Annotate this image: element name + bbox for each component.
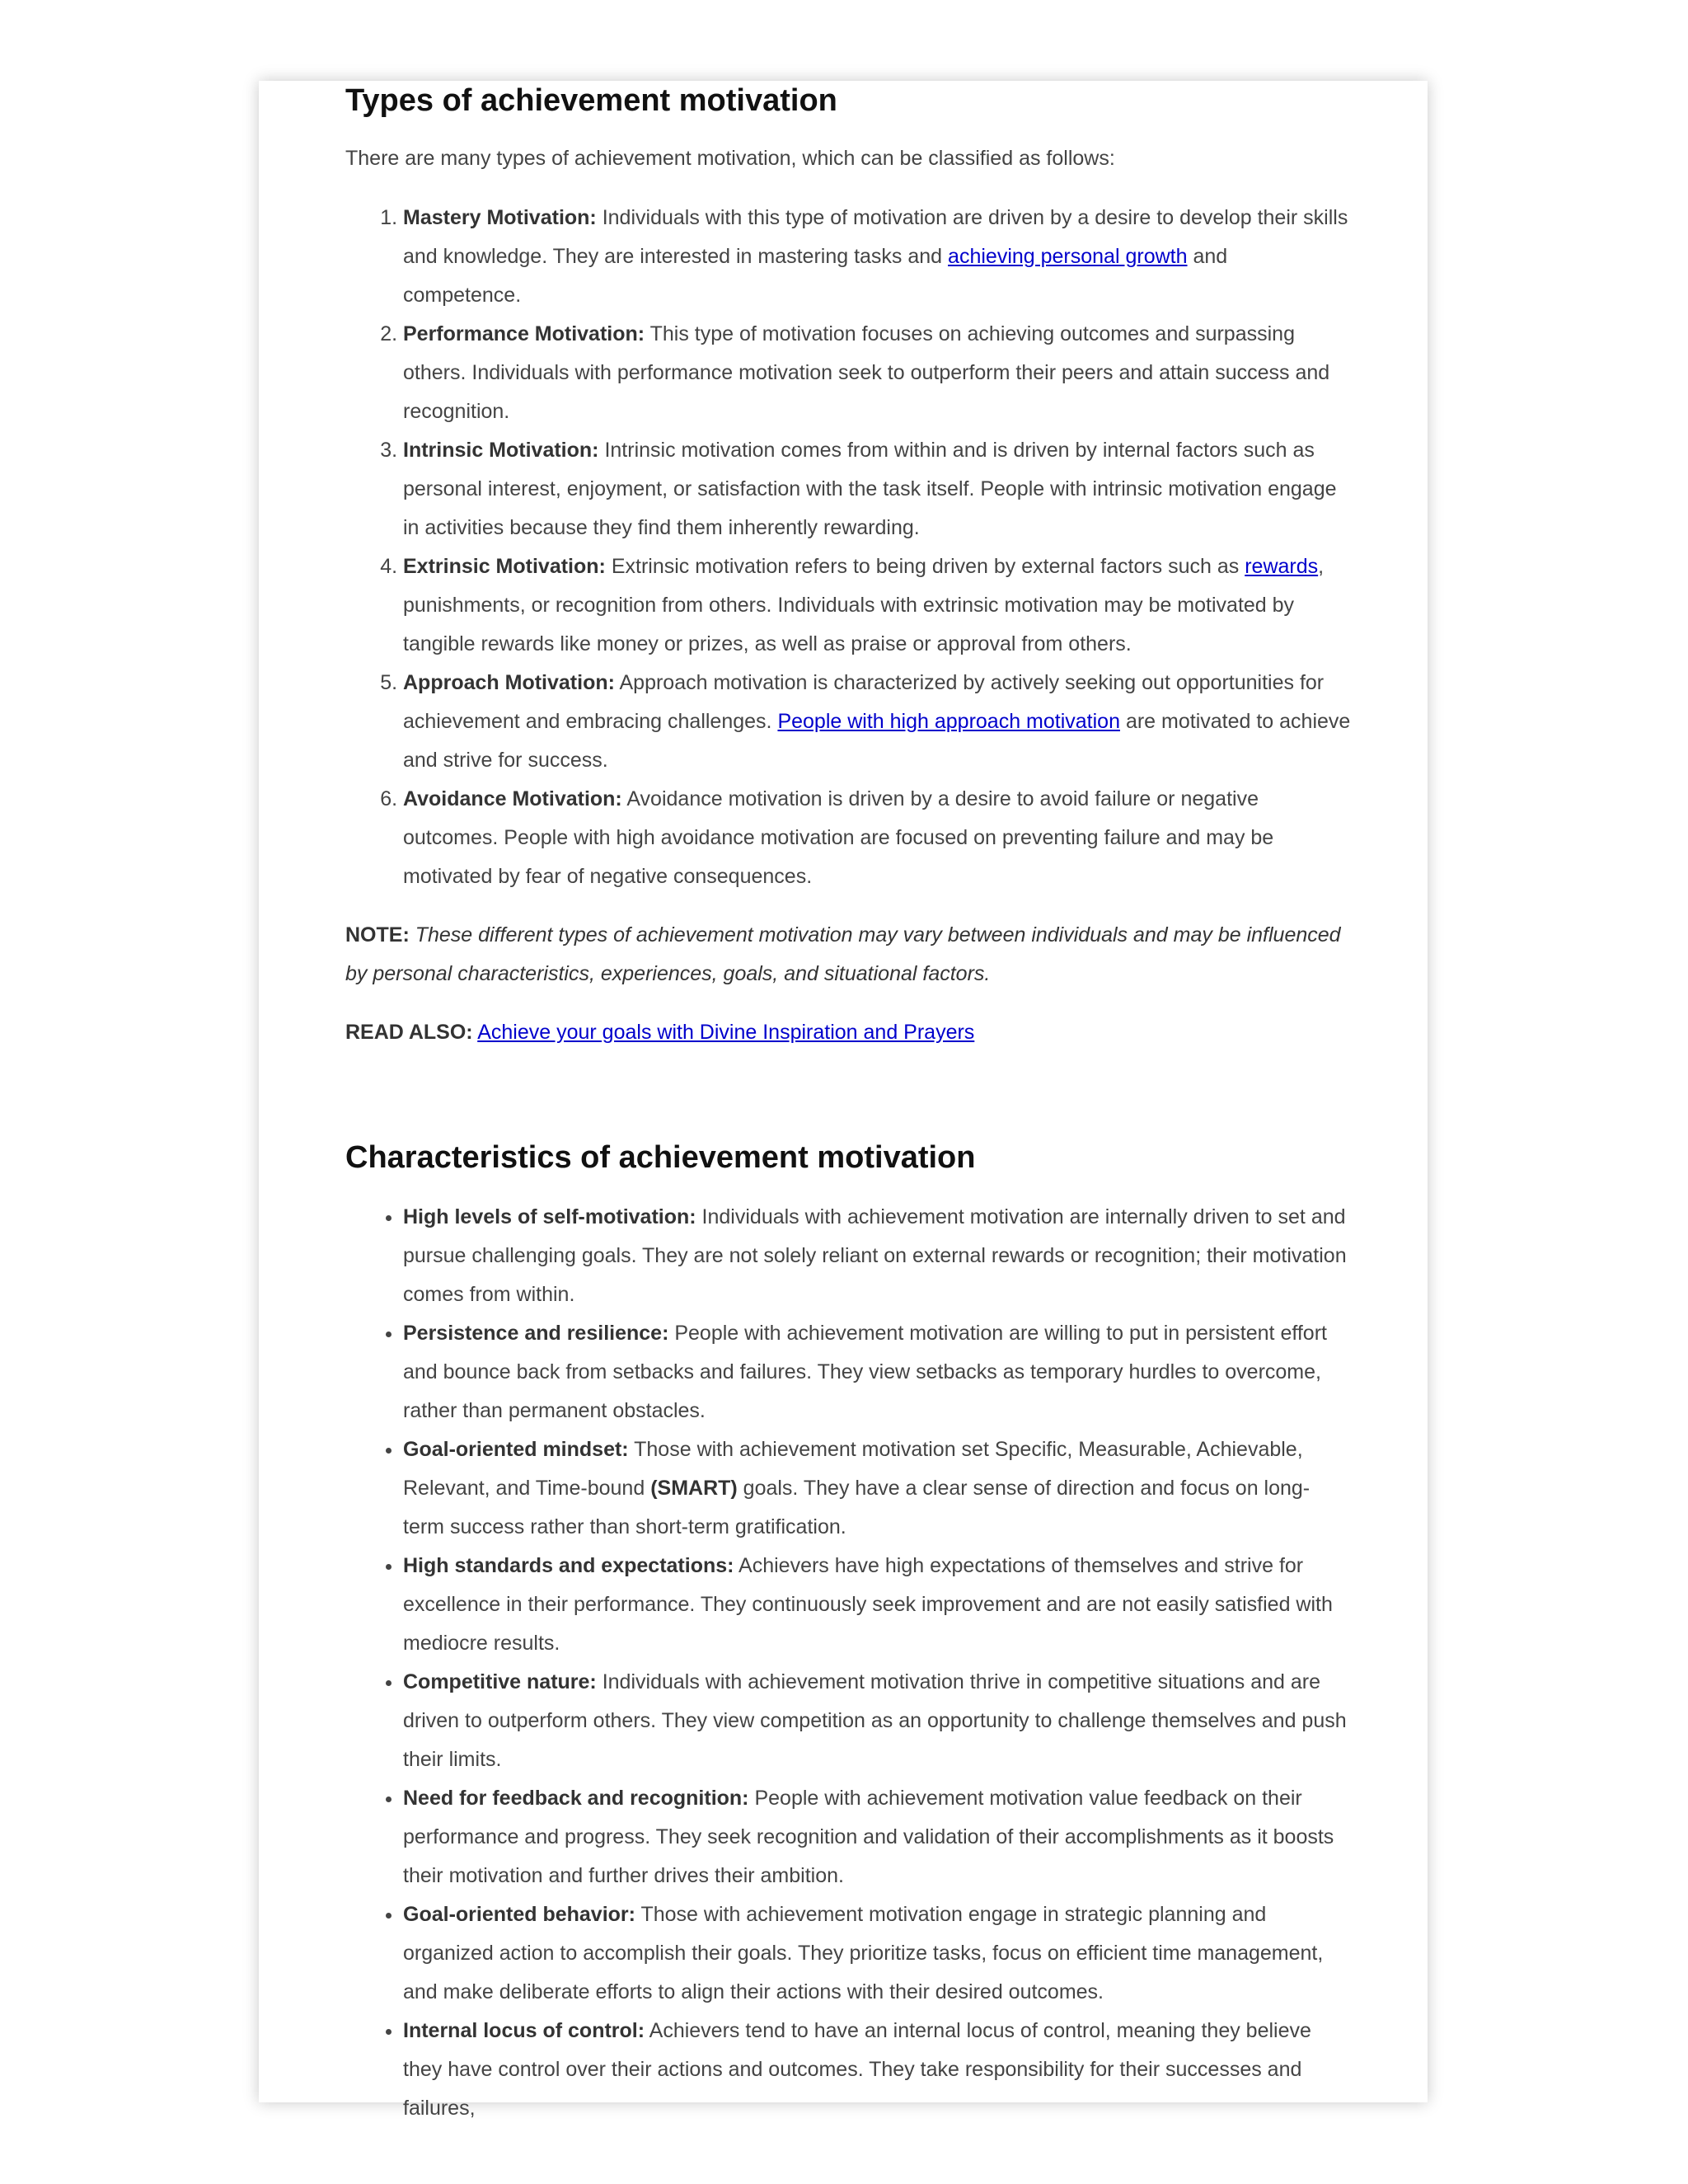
item-label: Goal-oriented behavior: [403,1903,635,1926]
section-intro: There are many types of achievement motivation, which can be classified as follows: [345,147,1115,170]
item-label: Competitive nature: [403,1670,597,1693]
list-item [403,315,1351,431]
list-item [403,1779,1351,1895]
item-text: are motivated to achieve and strive for success. [403,710,1351,772]
item-text: and competence. [403,245,1228,307]
list-item [403,1430,1351,1547]
item-text: Individuals with achievement motivation thrive in competitive situations and are driven to outperform others. They view competition as an opportunity to challenge themselves and push their limits. [403,1670,1347,1771]
list-item [403,780,1351,896]
item-label: High levels of self-motivation: [403,1205,696,1228]
item-label: Avoidance Motivation: [403,787,622,810]
item-text: Those with achievement motivation engage in strategic planning and organized action to accomplish their goals. They prioritize tasks, focus on efficient time management, and make deliberate efforts to align their actions with their desired outcomes. [403,1903,1324,2003]
item-label: Need for feedback and recognition: [403,1787,749,1810]
item-label: Mastery Motivation: [403,206,597,229]
achieving-personal-growth-link[interactable]: achieving personal growth [948,245,1188,268]
item-label: Internal locus of control: [403,2019,645,2042]
item-label: Persistence and resilience: [403,1322,669,1345]
item-text: Individuals with achievement motivation are internally driven to set and pursue challenging goals. They are not solely reliant on external rewards or recognition; their motivation comes from within. [403,1205,1347,1306]
types-list [345,199,1351,896]
item-label: Performance Motivation: [403,322,645,345]
item-text: People with achievement motivation value feedback on their performance and progress. They seek recognition and validation of their accomplishments as it boosts their motivation and further drives their ambition. [403,1787,1334,1887]
item-text: Those with achievement motivation set Specific, Measurable, Achievable, Relevant, and Time-bound [403,1438,1303,1500]
item-text: Achievers tend to have an internal locus of control, meaning they believe they have control over their actions and outcomes. They take responsibility for their successes and failures, [403,2019,1311,2120]
note-paragraph [345,916,1351,993]
list-item [403,431,1351,547]
item-text: Intrinsic motivation comes from within and is driven by internal factors such as personal interest, enjoyment, or satisfaction with the task itself. People with intrinsic motivation engage in activities because they find them inherently rewarding. [403,439,1337,539]
item-label: Goal-oriented mindset: [403,1438,629,1461]
list-item [403,1895,1351,2012]
item-text: Extrinsic motivation refers to being driven by external factors such as [605,555,1245,578]
section-heading-characteristics: Characteristics of achievement motivation [345,1140,976,1175]
read-also-paragraph [345,1013,1351,1052]
list-item [403,1314,1351,1430]
read-also-link[interactable]: Achieve your goals with Divine Inspiration and Prayers [477,1021,975,1044]
article-page [259,81,1428,2120]
item-label: Extrinsic Motivation: [403,555,606,578]
list-item [403,2012,1351,2128]
approach-motivation-link[interactable]: People with high approach motivation [777,710,1120,733]
list-item [403,664,1351,780]
smart-label: (SMART) [650,1477,738,1500]
article-content [345,81,1351,2128]
item-text: , punishments, or recognition from others. Individuals with extrinsic motivation may be motivated by tangible rewards like money or prizes, as well as praise or approval from others. [403,555,1325,655]
item-text: This type of motivation focuses on achieving outcomes and surpassing others. Individuals with performance motivation seek to outperform their peers and attain success and recognition. [403,322,1330,423]
item-text: Avoidance motivation is driven by a desire to avoid failure or negative outcomes. People with high avoidance motivation are focused on preventing failure and may be motivated by fear of negative consequences. [403,787,1274,888]
note-text: These different types of achievement motivation may vary between individuals and may be influenced by personal characteristics, experiences, goals, and situational factors. [345,923,1341,985]
list-item [403,1547,1351,1663]
rewards-link[interactable]: rewards [1245,555,1319,578]
item-text: Approach motivation is characterized by actively seeking out opportunities for achievement and embracing challenges. [403,671,1325,733]
list-item [403,1663,1351,1779]
section-heading-types: Types of achievement motivation [345,83,837,118]
item-text: Achievers have high expectations of themselves and strive for excellence in their performance. They continuously seek improvement and are not easily satisfied with mediocre results. [403,1554,1333,1655]
item-text: People with achievement motivation are willing to put in persistent effort and bounce back from setbacks and failures. They view setbacks as temporary hurdles to overcome, rather than permanent obstacles. [403,1322,1327,1422]
item-text: Individuals with this type of motivation are driven by a desire to develop their skills and knowledge. They are interested in mastering tasks and [403,206,1348,268]
list-item [403,199,1351,315]
item-label: High standards and expectations: [403,1554,734,1577]
note-label: NOTE: [345,923,410,946]
item-text: goals. They have a clear sense of direction and focus on long-term success rather than short-term gratification. [403,1477,1311,1538]
read-also-label: READ ALSO: [345,1021,473,1044]
item-label: Intrinsic Motivation: [403,439,599,462]
item-label: Approach Motivation: [403,671,615,694]
list-item [403,547,1351,664]
list-item [403,1198,1351,1314]
characteristics-list [345,1198,1351,2128]
